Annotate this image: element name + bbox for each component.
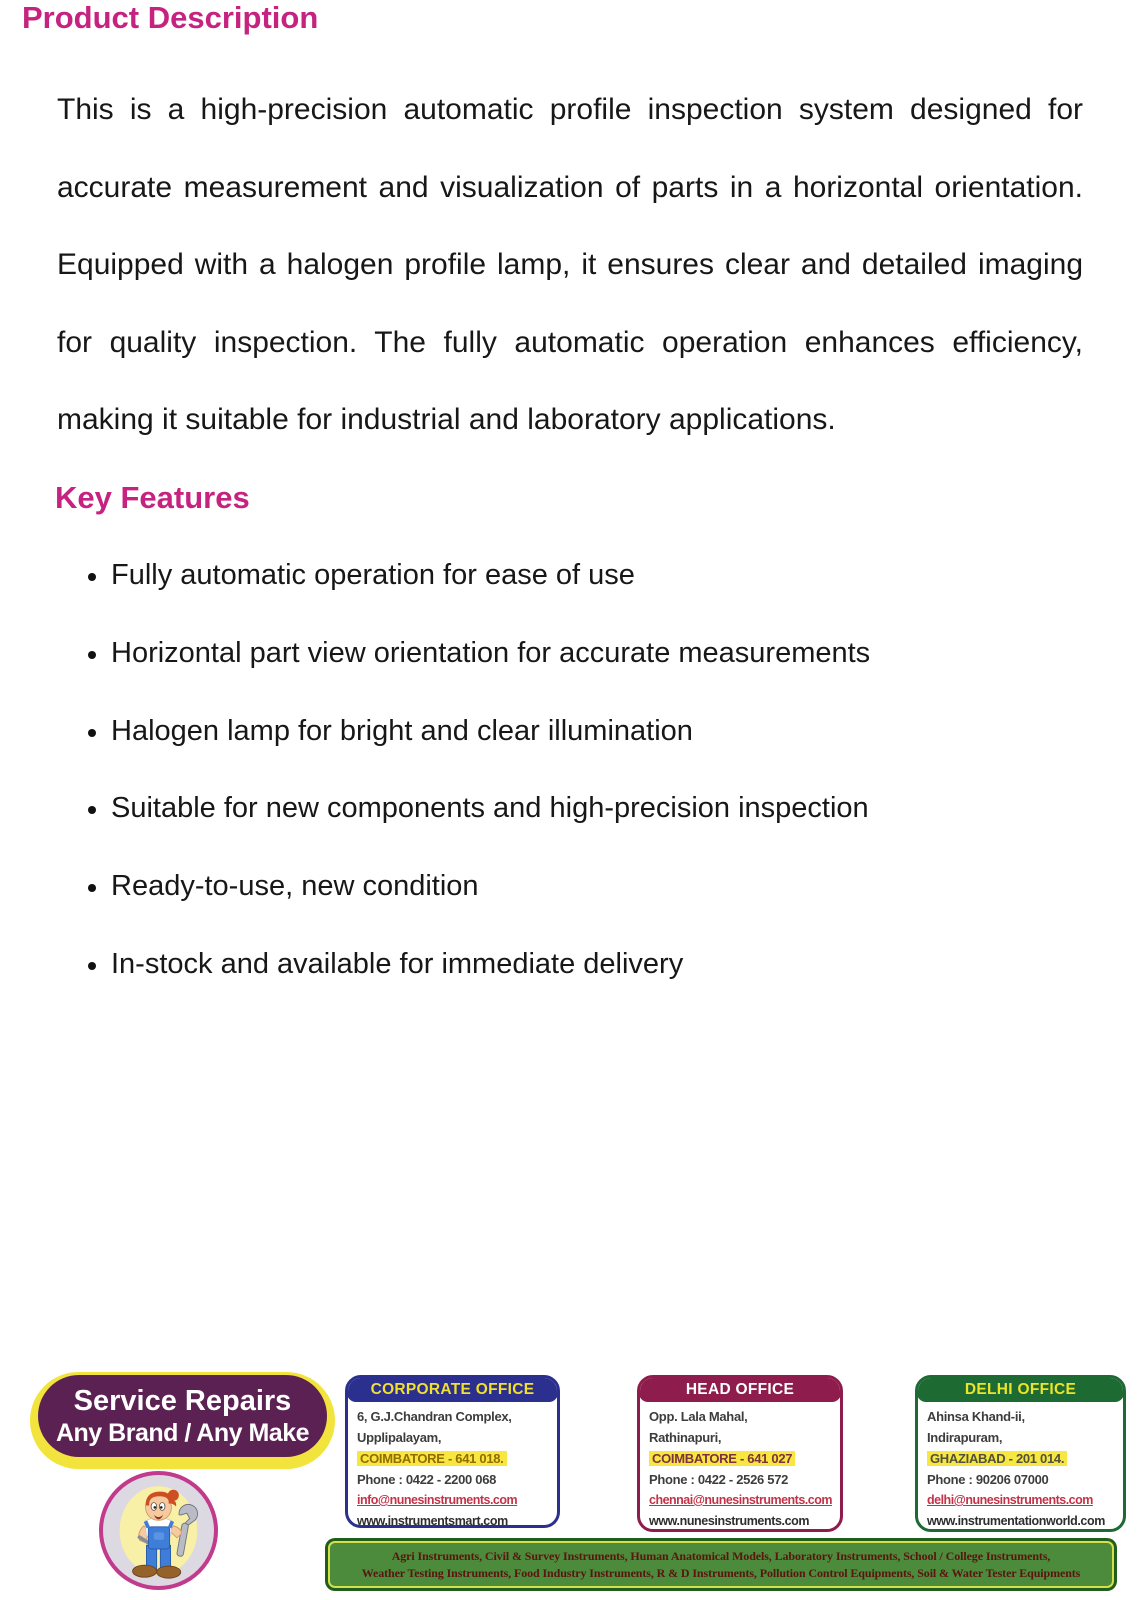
key-features-title: Key Features (55, 480, 250, 515)
feature-item (88, 615, 1088, 693)
paragraph-line: Equipped with a halogen profile lamp, it ensures clear and detailed imaging (57, 248, 1083, 282)
bullet-icon (88, 573, 96, 581)
office-address-line: Upplipalayam, (357, 1430, 442, 1445)
key-features-list (88, 537, 1088, 1003)
office-address-line: Ahinsa Khand-ii, (927, 1409, 1025, 1424)
repairman-illustration (99, 1471, 218, 1590)
paragraph-line: making it suitable for industrial and laboratory applications. (57, 403, 836, 437)
office-website-link[interactable]: www.instrumentationworld.com (927, 1514, 1105, 1528)
office-city-highlight: COIMBATORE - 641 018. (357, 1451, 507, 1466)
office-email-link[interactable]: chennai@nunesinstruments.com (649, 1493, 832, 1507)
bullet-icon (88, 962, 96, 970)
feature-item (88, 770, 1088, 848)
office-phone: Phone : 0422 - 2200 068 (357, 1472, 497, 1487)
feature-item (88, 925, 1088, 1003)
office-website-link[interactable]: www.instrumentsmart.com (357, 1514, 508, 1528)
service-badge-line2: Any Brand / Any Make (55, 1418, 310, 1447)
office-card-body (918, 1402, 1123, 1532)
office-address-line: Rathinapuri, (649, 1430, 722, 1445)
feature-item (88, 537, 1088, 615)
office-card-body (640, 1402, 840, 1532)
office-card-header: DELHI OFFICE (917, 1377, 1124, 1402)
bullet-icon (88, 884, 96, 892)
feature-text: Suitable for new components and high-precision inspection (111, 792, 869, 825)
paragraph-line: This is a high-precision automatic profile inspection system designed for (57, 93, 1083, 126)
service-badge-line1: Service Repairs (73, 1384, 292, 1417)
office-card-head (637, 1375, 843, 1532)
office-card-header: HEAD OFFICE (639, 1377, 841, 1402)
feature-text: In-stock and available for immediate delivery (111, 947, 684, 980)
repairman-icon (103, 1475, 214, 1586)
office-phone: Phone : 0422 - 2526 572 (649, 1472, 789, 1487)
office-email-link[interactable]: delhi@nunesinstruments.com (927, 1493, 1093, 1507)
office-city-line (927, 1448, 1114, 1469)
product-description-paragraph (57, 71, 1083, 459)
office-address-line: Indirapuram, (927, 1430, 1003, 1445)
service-repairs-pill (38, 1375, 327, 1457)
office-phone: Phone : 90206 07000 (927, 1472, 1049, 1487)
bullet-icon (88, 729, 96, 737)
office-city-highlight: COIMBATORE - 641 027 (649, 1451, 795, 1466)
feature-text: Halogen lamp for bright and clear illumination (111, 714, 693, 747)
paragraph-line: accurate measurement and visualization of parts in a horizontal orientation. (57, 170, 1083, 204)
bullet-icon (88, 651, 96, 659)
feature-text: Ready-to-use, new condition (111, 870, 479, 903)
feature-text: Fully automatic operation for ease of use (111, 559, 635, 592)
office-city-line (649, 1448, 831, 1469)
office-card-corporate (345, 1375, 560, 1528)
page-title: Product Description (22, 0, 319, 35)
office-website-link[interactable]: www.nunesinstruments.com (649, 1514, 810, 1528)
service-repairs-badge (30, 1372, 335, 1469)
office-address-line: Opp. Lala Mahal, (649, 1409, 748, 1424)
feature-item (88, 692, 1088, 770)
office-card-delhi (915, 1375, 1126, 1532)
product-categories-strip (325, 1538, 1117, 1591)
office-city-highlight: GHAZIABAD - 201 014. (927, 1451, 1067, 1466)
office-city-line (357, 1448, 548, 1469)
feature-text: Horizontal part view orientation for accurate measurements (111, 637, 871, 670)
paragraph-line: for quality inspection. The fully automatic operation enhances efficiency, (57, 325, 1083, 359)
feature-item (88, 848, 1088, 926)
office-email-link[interactable]: info@nunesinstruments.com (357, 1493, 518, 1507)
bullet-icon (88, 806, 96, 814)
office-card-header: CORPORATE OFFICE (347, 1377, 558, 1402)
categories-line: Weather Testing Instruments, Food Industry Instruments, R & D Instruments, Pollution Control Equipments, Soil & Water Tester Equipments (361, 1565, 1081, 1580)
office-address-line: 6, G.J.Chandran Complex, (357, 1409, 512, 1424)
product-categories-inner (328, 1541, 1114, 1588)
categories-line: Agri Instruments, Civil & Survey Instruments, Human Anatomical Models, Laboratory Instruments, School / College Instruments, (391, 1548, 1051, 1563)
office-card-body (348, 1402, 557, 1528)
